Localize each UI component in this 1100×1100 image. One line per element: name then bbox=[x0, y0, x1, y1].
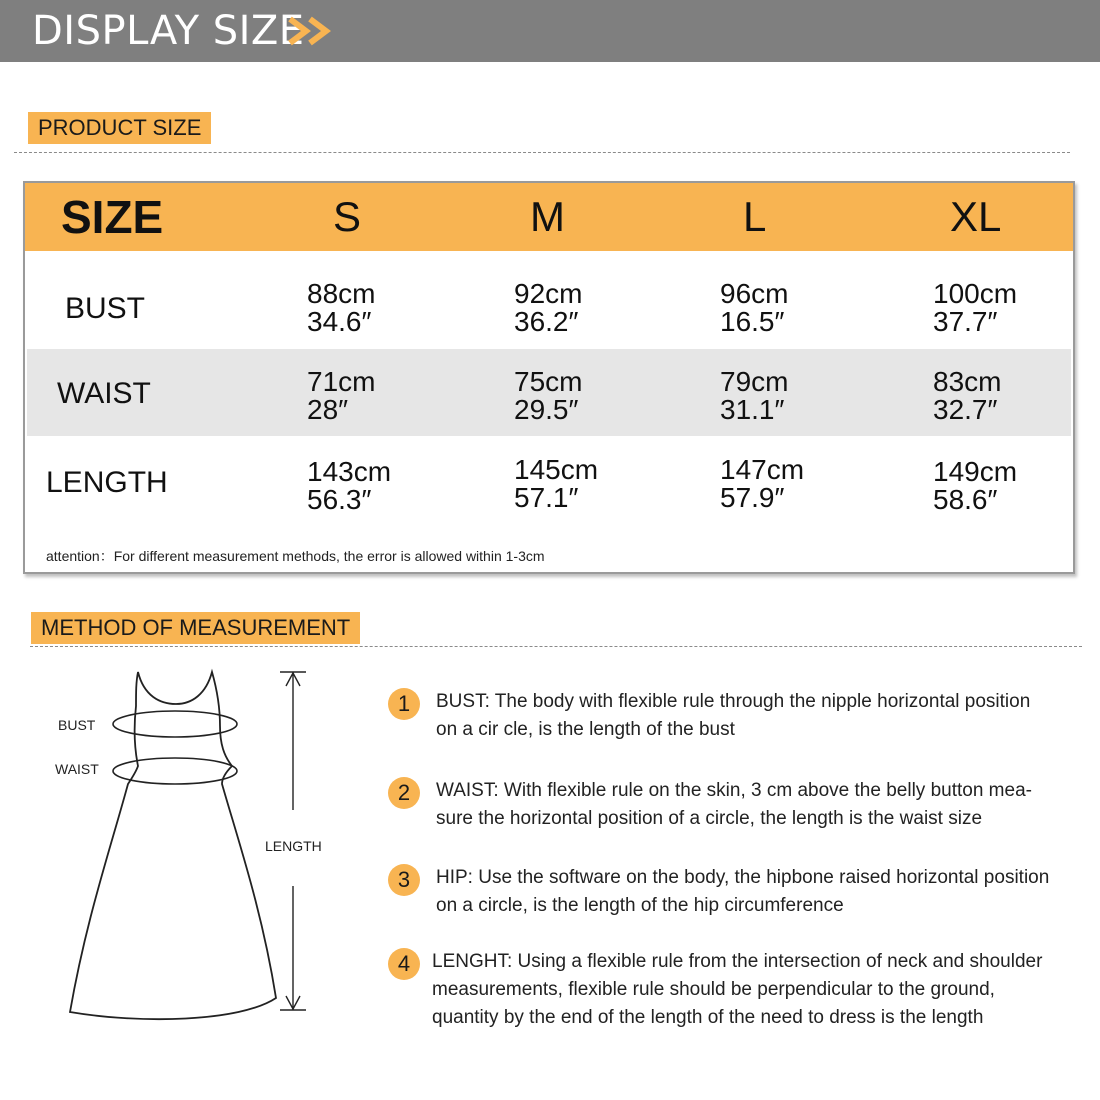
step-text: WAIST: With flexible rule on the skin, 3 cm above the belly button mea- sure the horizontal position of a circle, the length is the waist size bbox=[436, 780, 1032, 829]
cell-length-s: 143cm 56.3″ bbox=[307, 456, 392, 515]
step-text: HIP: Use the software on the body, the hipbone raised horizontal position on a circle, is the length of the hip circumference bbox=[436, 867, 1050, 916]
cell-length-m: 145cm 57.1″ bbox=[514, 454, 599, 513]
column-header-size: SIZE bbox=[61, 191, 164, 243]
attention-note: attention：For different measurement methods, the error is allowed within 1-3cm bbox=[46, 548, 545, 564]
method-tag: METHOD OF MEASUREMENT bbox=[31, 612, 360, 644]
product-size-tag: PRODUCT SIZE bbox=[28, 112, 211, 144]
header-bar bbox=[0, 0, 1100, 62]
column-header-s: S bbox=[333, 193, 362, 240]
step-number: 3 bbox=[388, 864, 420, 896]
step-text: BUST: The body with flexible rule through the nipple horizontal position on a cir cle, is the length of the bust bbox=[436, 691, 1031, 740]
step-text: LENGHT: Using a flexible rule from the intersection of neck and shoulder measurements, flexible rule should be perpendicular to the ground, quantity by the end of the length of the need to dress is the length bbox=[432, 951, 1043, 1028]
divider bbox=[30, 646, 1082, 647]
double-chevron-right-icon bbox=[286, 15, 338, 47]
divider bbox=[14, 152, 1070, 153]
cell-waist-l: 79cm 31.1″ bbox=[720, 366, 789, 425]
table-header bbox=[25, 183, 1073, 251]
length-label: LENGTH bbox=[265, 838, 322, 854]
step-number: 2 bbox=[388, 777, 420, 809]
cell-waist-m: 75cm 29.5″ bbox=[514, 366, 583, 425]
dress-diagram bbox=[40, 660, 340, 1040]
cell-waist-s: 71cm 28″ bbox=[307, 366, 376, 425]
table-row-bust bbox=[27, 262, 1071, 349]
column-header-m: M bbox=[530, 193, 565, 240]
column-header-xl: XL bbox=[950, 193, 1002, 240]
column-header-l: L bbox=[743, 193, 767, 240]
dress-outline bbox=[70, 672, 276, 1019]
row-label-length: LENGTH bbox=[46, 466, 168, 499]
cell-bust-l: 96cm 16.5″ bbox=[720, 278, 789, 337]
row-label-waist: WAIST bbox=[57, 377, 151, 410]
table-row-waist bbox=[27, 349, 1071, 436]
size-table bbox=[23, 181, 1075, 574]
cell-length-l: 147cm 57.9″ bbox=[720, 454, 805, 513]
page-title: DISPLAY SIZE bbox=[32, 8, 305, 54]
waist-label: WAIST bbox=[55, 761, 99, 777]
table-row-length bbox=[27, 436, 1071, 523]
bust-label: BUST bbox=[58, 717, 96, 733]
cell-bust-m: 92cm 36.2″ bbox=[514, 278, 583, 337]
step-number: 1 bbox=[388, 688, 420, 720]
step-number: 4 bbox=[388, 948, 420, 980]
row-label-bust: BUST bbox=[65, 292, 146, 325]
cell-bust-xl: 100cm 37.7″ bbox=[933, 278, 1018, 337]
cell-length-xl: 149cm 58.6″ bbox=[933, 456, 1018, 515]
cell-waist-xl: 83cm 32.7″ bbox=[933, 366, 1002, 425]
cell-bust-s: 88cm 34.6″ bbox=[307, 278, 376, 337]
